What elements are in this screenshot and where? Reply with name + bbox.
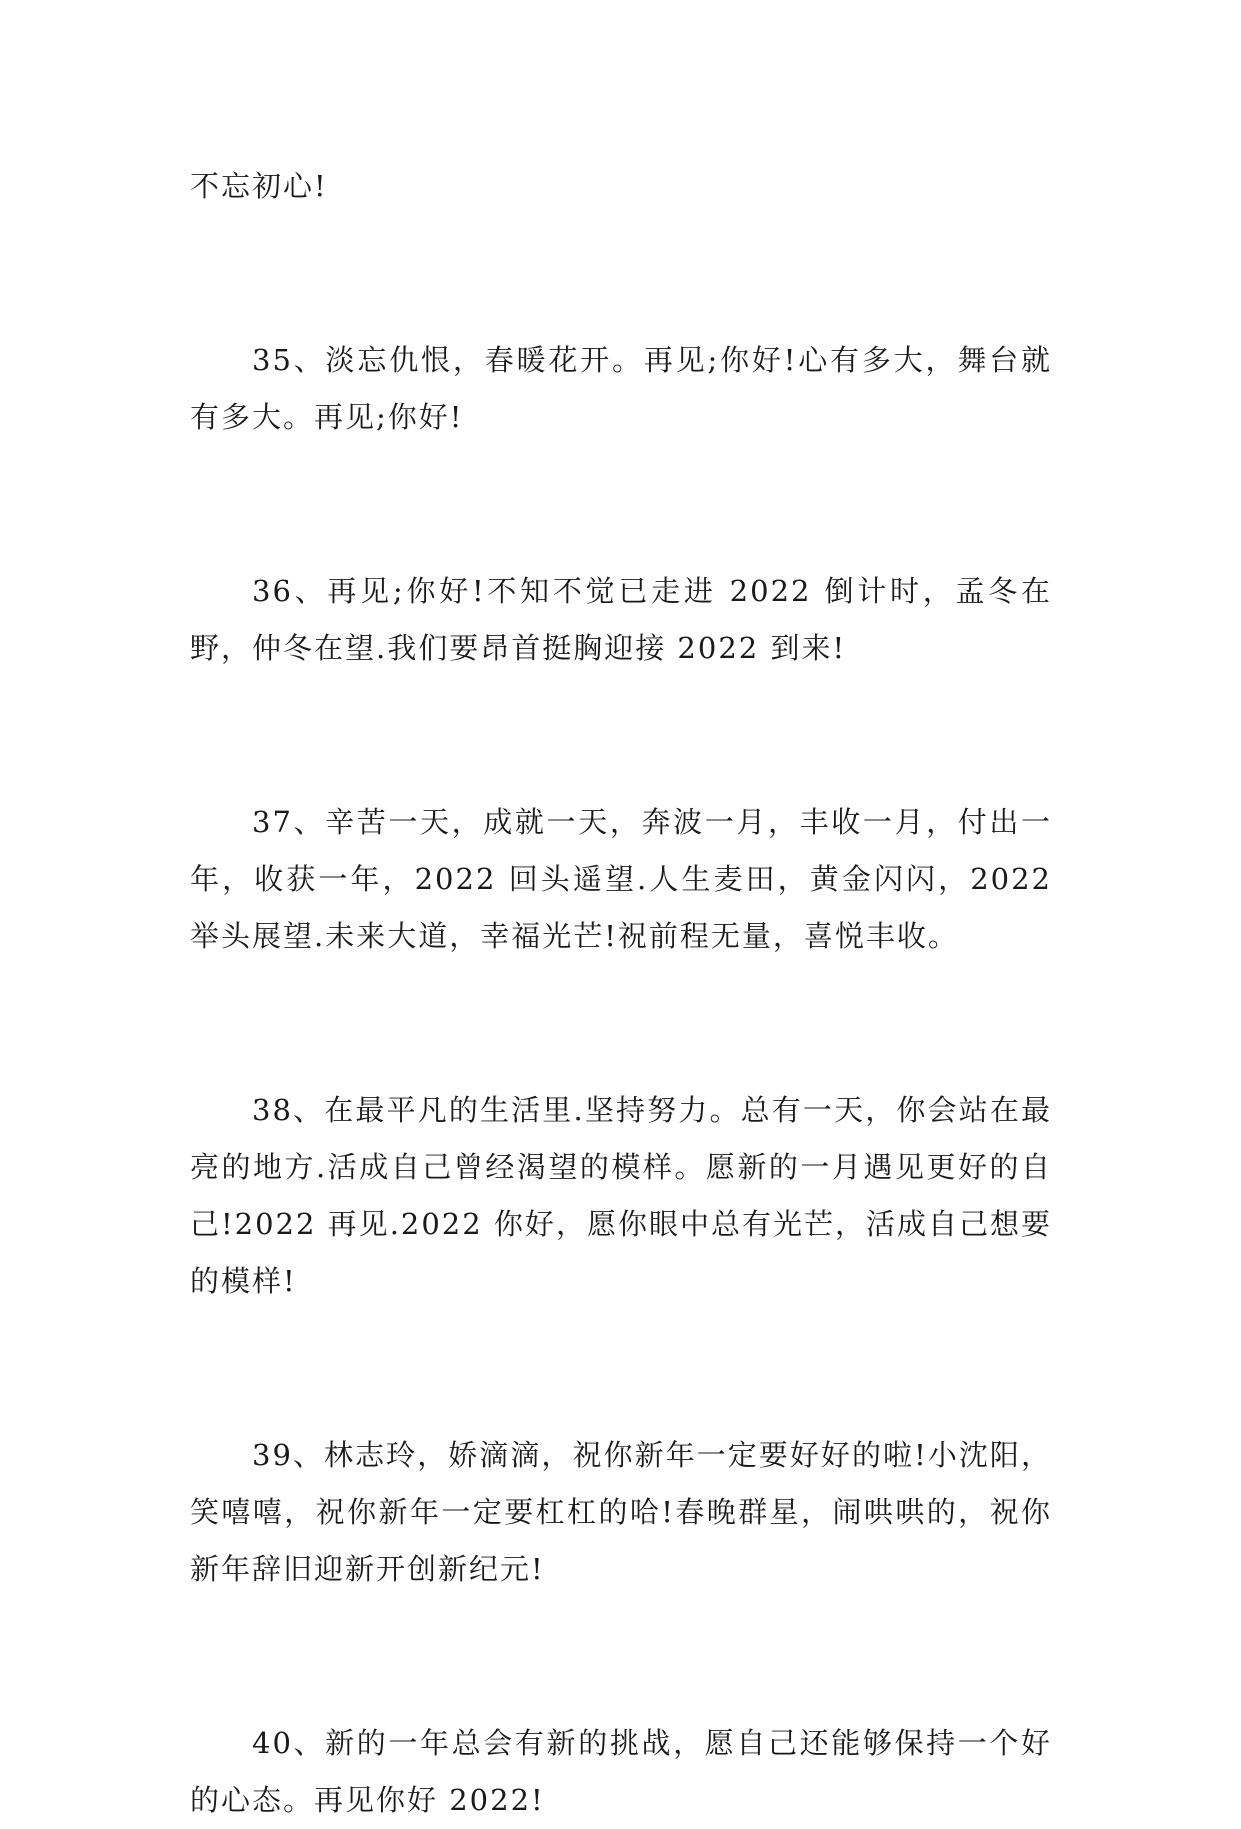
paragraph-40: 40、新的一年总会有新的挑战，愿自己还能够保持一个好的心态。再见你好 2022! <box>190 1726 1052 1817</box>
paragraph-36: 36、再见;你好!不知不觉已走进 2022 倒计时，孟冬在野，仲冬在望.我们要昂首挺胸迎接 2022 到来! <box>190 574 1052 665</box>
paragraph-gap <box>190 677 1052 794</box>
paragraph-39: 39、林志玲，娇滴滴，祝你新年一定要好好的啦!小沈阳，笑嘻嘻，祝你新年一定要杠杠的哈!春晚群星，闹哄哄的，祝你新年辞旧迎新开创新纪元! <box>190 1438 1052 1586</box>
paragraph-gap <box>190 1310 1052 1427</box>
paragraph-35: 35、淡忘仇恨，春暖花开。再见;你好!心有多大，舞台就有多大。再见;你好! <box>190 343 1052 434</box>
document-body <box>190 158 1052 1829</box>
paragraph-continuation: 不忘初心! <box>190 169 328 203</box>
paragraph-gap <box>190 1598 1052 1715</box>
paragraph-38: 38、在最平凡的生活里.坚持努力。总有一天，你会站在最亮的地方.活成自己曾经渴望的模样。愿新的一月遇见更好的自己!2022 再见.2022 你好，愿你眼中总有光芒，活成自己想要的模样! <box>190 1093 1052 1298</box>
paragraph-37: 37、辛苦一天，成就一天，奔波一月，丰收一月，付出一年，收获一年，2022 回头遥望.人生麦田，黄金闪闪，2022 举头展望.未来大道，幸福光芒!祝前程无量，喜悦丰收。 <box>190 805 1052 953</box>
paragraph-gap <box>190 215 1052 332</box>
paragraph-gap <box>190 965 1052 1082</box>
paragraph-gap <box>190 446 1052 563</box>
